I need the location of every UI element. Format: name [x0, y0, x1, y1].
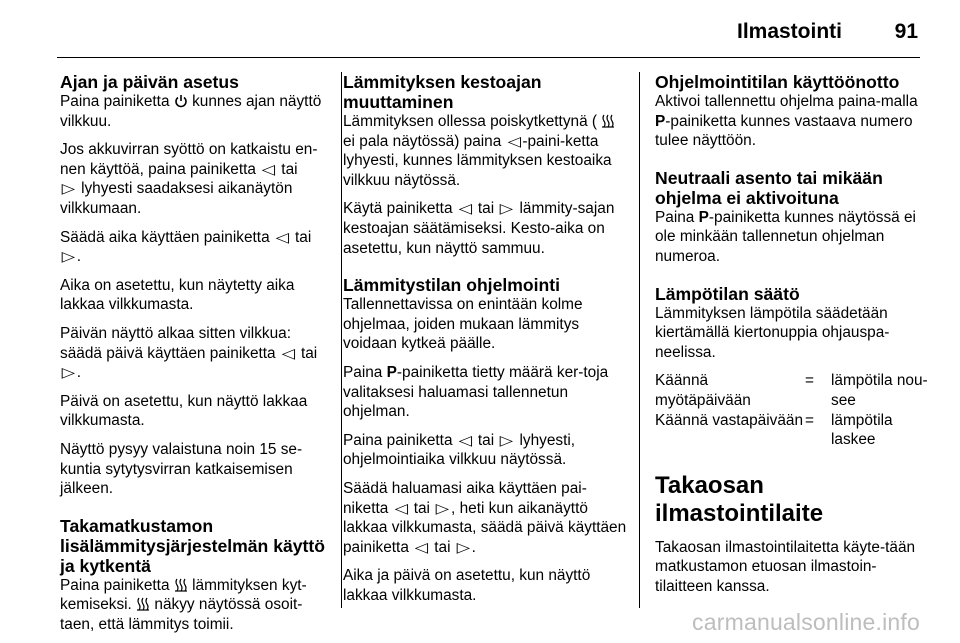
paragraph: Lämmityksen lämpötila säädetään kiertämällä kiertonuppia ohjauspa-neelissa. [655, 304, 890, 361]
paragraph: Paina painiketta lämmityksen kyt-kemiseksi. näkyy näytössä osoit-taen, että lämmitys toimii. [60, 576, 307, 633]
left-arrow-icon: ◁ [261, 160, 276, 177]
paragraph: Käytä painiketta ◁ tai ▷ lämmity-sajan kestoajan säätämiseksi. Kesto-aika on asetettu, kun näyttö sammuu. [343, 200, 615, 257]
paragraph: Lämmityksen ollessa poiskytkettynä ( ei pala näytössä) paina ◁ -paini-ketta lyhyesti, kunnes lämmityksen kestoaika vilkkuu näytössä. [343, 112, 627, 190]
table-cell: lämpötila nou-see [831, 372, 928, 409]
paragraph: Aika ja päivä on asetettu, kun näyttö lakkaa vilkkumasta. [343, 567, 591, 604]
table-cell: Käännä vastapäivään [655, 411, 804, 429]
heading-activation: Ohjelmointitilan käyttöönotto [655, 72, 900, 92]
heading-temperature: Lämpötilan säätö [655, 283, 800, 304]
paragraph: Aktivoi tallennettu ohjelma paina-malla P-painiketta kunnes vastaava numero tulee näyttöön. [655, 93, 918, 150]
paragraph: Paina P-painiketta kunnes näytössä ei ole minkään tallennetun ohjelman numeroa. [655, 208, 916, 265]
right-arrow-icon: ▷ [61, 364, 76, 381]
left-arrow-icon: ◁ [281, 344, 296, 361]
table-cell: lämpötila laskee [831, 411, 893, 449]
paragraph: Näyttö pysyy valaistuna noin 15 se-kuntia sytytysvirran katkaisemisen jälkeen. [60, 440, 303, 498]
left-arrow-icon: ◁ [458, 431, 472, 448]
right-arrow-icon: ▷ [61, 248, 76, 265]
paragraph: Paina painiketta kunnes ajan näyttö vilkkuu. [60, 93, 322, 130]
table-cell: = [805, 411, 814, 429]
right-arrow-icon: ▷ [61, 180, 76, 197]
column-2 [343, 72, 627, 614]
left-arrow-icon: ◁ [414, 538, 429, 555]
paragraph: Jos akkuvirran syöttö on katkaistu en-nen käyttöä, paina painiketta ◁ tai ▷ lyhyesti saadaksesi aikanäytön vilkkumaan. [60, 141, 318, 217]
paragraph: Säädä aika käyttäen painiketta ◁ tai ▷ . [60, 228, 312, 266]
table-cell: = [805, 372, 814, 390]
table-cell: Käännä myötäpäivään [655, 372, 751, 409]
column-divider-2 [639, 72, 640, 608]
paragraph: Paina P-painiketta tietty määrä ker-toja valitaksesi haluamasi tallennetun ohjelman. [343, 363, 609, 421]
heading-rear-heater: Takamatkustamon lisälämmitysjärjestelmän käyttö ja kytkentä [60, 515, 326, 576]
right-arrow-icon: ▷ [435, 499, 450, 516]
heading-duration: Lämmityksen kestoajan muuttaminen [343, 72, 542, 112]
left-arrow-icon: ◁ [275, 228, 290, 245]
power-icon [174, 94, 188, 108]
table-row [655, 371, 929, 410]
section-title-rear-ac: Takaosan ilmastointilaite [655, 471, 824, 527]
left-arrow-icon: ◁ [507, 132, 521, 149]
paragraph: Takaosan ilmastointilaitetta käyte-tään matkustamon etuosan ilmastoin-tilaitteen kanssa. [655, 538, 916, 595]
left-arrow-icon: ◁ [394, 499, 408, 516]
column-divider-1 [341, 72, 342, 608]
right-arrow-icon: ▷ [500, 431, 514, 448]
rear-heater-icon [136, 597, 150, 611]
right-arrow-icon: ▷ [456, 538, 470, 555]
paragraph: Tallennettavissa on enintään kolme ohjelmaa, joiden mukaan lämmitys voidaan kytkeä päälle. [343, 296, 583, 353]
header-rule [57, 57, 920, 58]
column-3 [655, 72, 929, 606]
heading-time-date: Ajan ja päivän asetus [60, 72, 239, 92]
paragraph: Aika on asetettu, kun näytetty aika lakkaa vilkkumasta. [60, 276, 295, 314]
temperature-table [655, 371, 929, 449]
rear-heater-icon [601, 114, 615, 128]
page-number: 91 [894, 20, 918, 43]
paragraph: Päivä on asetettu, kun näyttö lakkaa vilkkumasta. [60, 392, 308, 430]
page-header [0, 0, 960, 56]
paragraph: Säädä haluamasi aika käyttäen pai-niketta ◁ tai ▷ , heti kun aikanäyttö lakkaa vilkkumasta, säädä päivä käyttäen painiketta ◁ tai ▷ . [343, 479, 627, 556]
column-1 [60, 72, 328, 643]
rear-heater-icon [174, 578, 188, 592]
heading-neutral: Neutraali asento tai mikään ohjelma ei aktivoituna [655, 167, 883, 208]
paragraph: Päivän näyttö alkaa sitten vilkkua: säädä päivä käyttäen painiketta ◁ tai ▷ . [60, 324, 318, 382]
paragraph: Paina painiketta ◁ tai ▷ lyhyesti, ohjelmointiaika vilkkuu näytössä. [343, 431, 576, 469]
header-title: Ilmastointi [736, 20, 842, 43]
right-arrow-icon: ▷ [500, 200, 514, 217]
table-row [655, 411, 929, 450]
left-arrow-icon: ◁ [458, 200, 472, 217]
watermark: carmanualsonline.info [692, 609, 920, 635]
heading-programming: Lämmitystilan ohjelmointi [343, 275, 561, 296]
